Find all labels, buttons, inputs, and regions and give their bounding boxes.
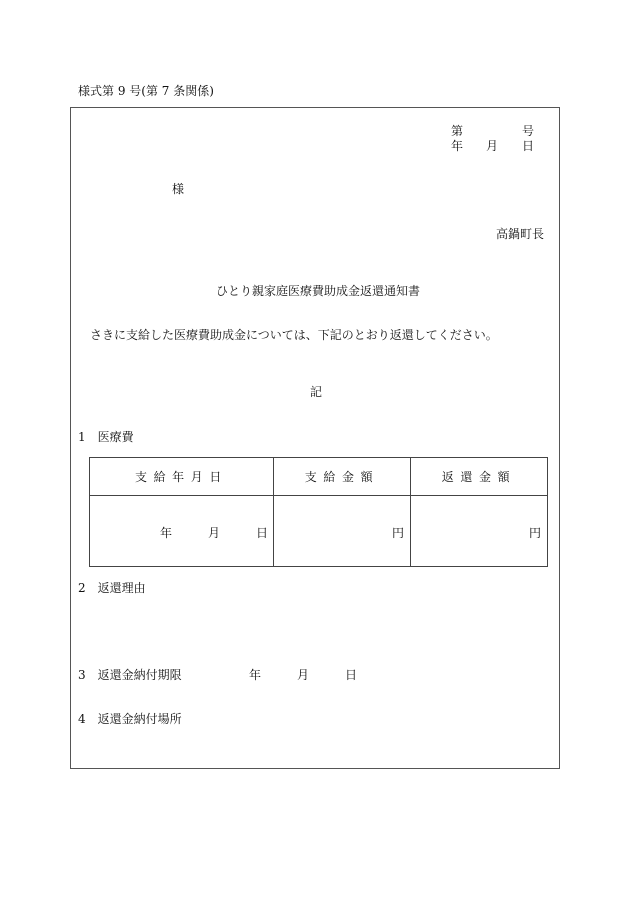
section-2-label: 2 返還理由 bbox=[78, 581, 146, 595]
return-yen: 円 bbox=[528, 526, 541, 540]
document-title: ひとり親家庭医療費助成金返還通知書 bbox=[216, 284, 421, 298]
deadline-tsuki: 月 bbox=[297, 668, 310, 682]
date-tsuki: 月 bbox=[208, 526, 221, 540]
doc-date-nen: 年 bbox=[451, 139, 464, 153]
section-3-label: 3 返還金納付期限 bbox=[78, 668, 182, 682]
section-4-label: 4 返還金納付場所 bbox=[78, 712, 182, 726]
table-row bbox=[90, 496, 548, 567]
deadline-nen: 年 bbox=[249, 668, 262, 682]
doc-number-dai: 第 bbox=[451, 124, 464, 138]
deadline-hi: 日 bbox=[345, 668, 358, 682]
date-nen: 年 bbox=[160, 526, 173, 540]
payment-amount-cell bbox=[274, 496, 411, 567]
addressee-suffix: 様 bbox=[172, 182, 185, 196]
ki-mark: 記 bbox=[310, 385, 323, 399]
doc-date-hi: 日 bbox=[522, 139, 535, 153]
payment-yen: 円 bbox=[391, 526, 404, 540]
sender-name: 高鍋町長 bbox=[496, 227, 545, 241]
table-header-row bbox=[90, 458, 548, 496]
return-amount-cell bbox=[411, 496, 548, 567]
doc-number-go: 号 bbox=[522, 124, 535, 138]
amount-table bbox=[89, 457, 548, 567]
header-payment-amount: 支給金額 bbox=[274, 458, 411, 496]
section-1-label: 1 医療費 bbox=[78, 430, 134, 444]
header-payment-date: 支給年月日 bbox=[90, 458, 274, 496]
date-hi: 日 bbox=[256, 526, 269, 540]
payment-date-cell bbox=[90, 496, 274, 567]
header-return-amount: 返還金額 bbox=[411, 458, 548, 496]
form-label: 様式第 9 号(第 7 条関係) bbox=[78, 84, 214, 98]
doc-date-tsuki: 月 bbox=[486, 139, 499, 153]
body-text: さきに支給した医療費助成金については、下記のとおり返還してください。 bbox=[90, 328, 498, 342]
